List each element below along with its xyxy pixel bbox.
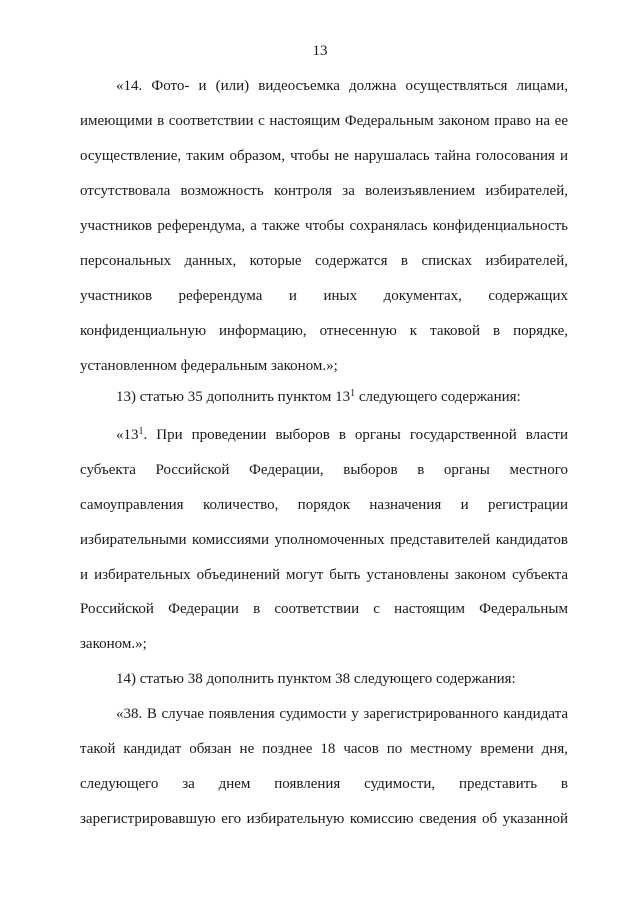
paragraph-1-line-4: отсутствовала возможность контроля за волеизъявлением избирателей, (80, 183, 568, 199)
paragraph-3-text-before: «13 (116, 427, 139, 443)
page-number: 13 (312, 43, 328, 59)
paragraph-3-line-6: Российской Федерации в соответствии с настоящим Федеральным (80, 601, 568, 617)
paragraph-1-line-9: установленном федеральным законом.»; (80, 358, 338, 374)
superscript-1: 1 (138, 426, 144, 437)
paragraph-2-text-before: 13) статью 35 дополнить пунктом 13 (116, 389, 351, 405)
paragraph-1-line-1: «14. Фото- и (или) видеосъемка должна осуществляться лицами, (116, 78, 568, 94)
superscript-1: 1 (350, 388, 356, 399)
paragraph-5-line-1: «38. В случае появления судимости у зарегистрированного кандидата (116, 706, 568, 722)
paragraph-1-line-2: имеющими в соответствии с настоящим Федеральным законом право на ее (80, 113, 568, 129)
paragraph-3-line-5: и избирательных объединений могут быть установлены законом субъекта (80, 567, 568, 583)
paragraph-1-line-8: конфиденциальную информацию, отнесенную к таковой в порядке, (80, 323, 568, 339)
paragraph-3-line-7: законом.»; (80, 636, 147, 652)
paragraph-3-text-after: . При проведении выборов в органы государственной власти (143, 427, 568, 443)
paragraph-3-line-1 (116, 426, 568, 444)
paragraph-2-line-1 (116, 388, 568, 406)
paragraph-5-line-4: зарегистрировавшую его избирательную комиссию сведения об указанной (80, 811, 568, 827)
paragraph-2-text-after: следующего содержания: (355, 389, 521, 405)
paragraph-3-line-2: субъекта Российской Федерации, выборов в органы местного (80, 462, 568, 478)
paragraph-3-line-3: самоуправления количество, порядок назначения и регистрации (80, 497, 568, 513)
paragraph-1-line-3: осуществление, таким образом, чтобы не нарушалась тайна голосования и (80, 148, 568, 164)
paragraph-3-line-4: избирательными комиссиями уполномоченных представителей кандидатов (80, 532, 568, 548)
paragraph-5-line-3: следующего за днем появления судимости, представить в (80, 776, 568, 792)
paragraph-1-line-7: участников референдума и иных документах, содержащих (80, 288, 568, 304)
paragraph-1-line-6: персональных данных, которые содержатся в списках избирателей, (80, 253, 568, 269)
paragraph-5-line-2: такой кандидат обязан не позднее 18 часов по местному времени дня, (80, 741, 568, 757)
paragraph-4-line-1: 14) статью 38 дополнить пунктом 38 следующего содержания: (116, 671, 516, 687)
paragraph-1-line-5: участников референдума, а также чтобы сохранялась конфиденциальность (80, 218, 568, 234)
